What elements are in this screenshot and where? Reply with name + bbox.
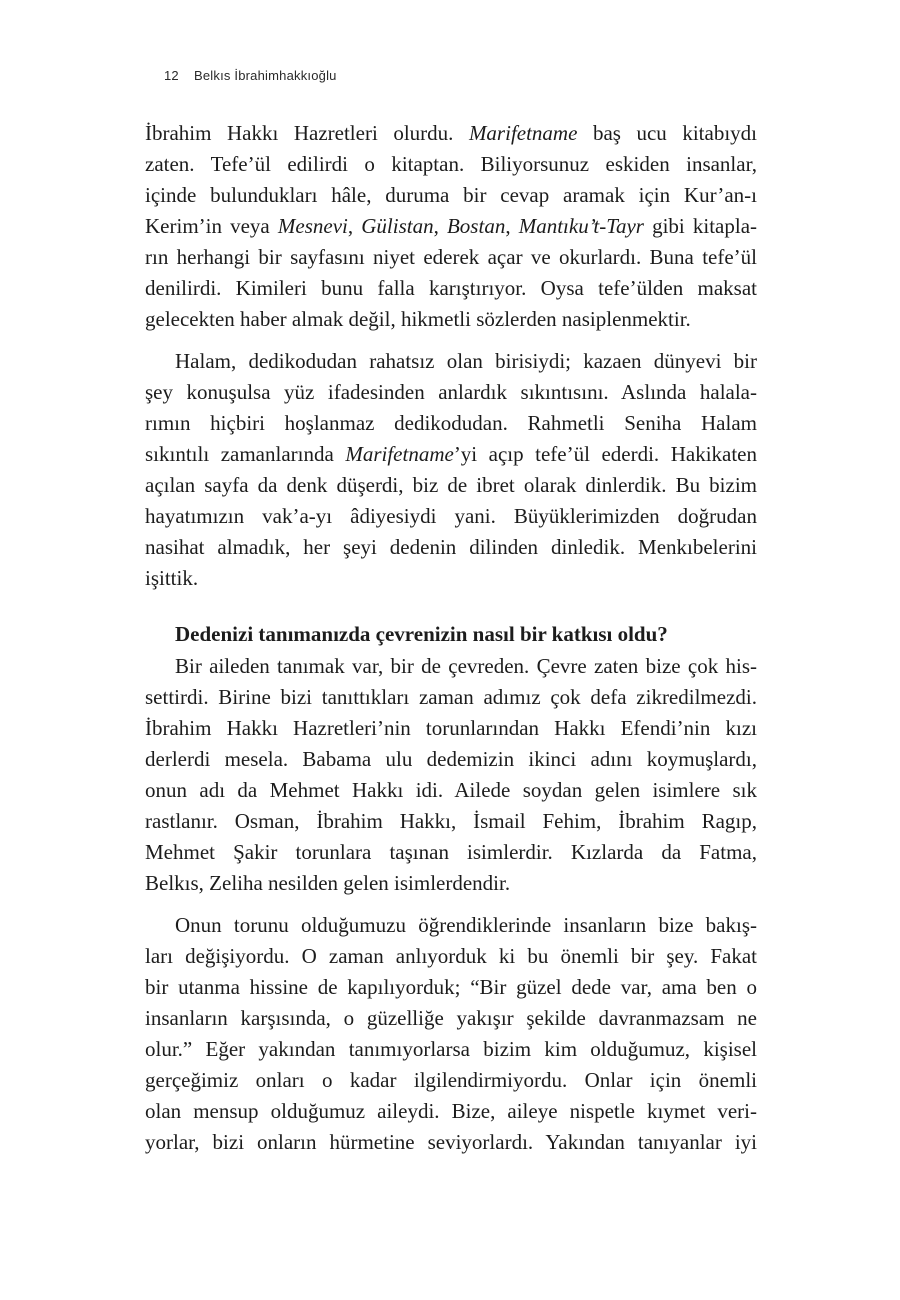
text-run: sıkıntılı zamanlarında xyxy=(145,442,346,466)
text-line xyxy=(145,1096,757,1127)
text-run: içinde bulundukları hâle, duruma bir cevap aramak için Kur’an-ı xyxy=(145,183,757,207)
paragraph xyxy=(145,118,757,335)
text-line xyxy=(145,180,757,211)
paragraph xyxy=(145,346,757,594)
text-run: rın herhangi bir sayfasını niyet ederek açar ve okurlardı. Buna tefe’ül xyxy=(145,245,757,269)
text-run: Halam, dedikodudan rahatsız olan birisiydi; kazaen dünyevi bir xyxy=(175,349,757,373)
text-line xyxy=(145,1003,757,1034)
text-run: ları değişiyordu. O zaman anlıyorduk ki bu önemli bir şey. Fakat xyxy=(145,944,757,968)
text-run: insanların karşısında, o güzelliğe yakışır şekilde davranmazsam ne xyxy=(145,1006,757,1030)
text-run: , xyxy=(433,214,447,238)
text-line xyxy=(145,972,757,1003)
text-line xyxy=(145,775,757,806)
page-number: 12 xyxy=(164,68,179,83)
text-line xyxy=(145,377,757,408)
section-heading: Dedenizi tanımanızda çevrenizin nasıl bir katkısı oldu? xyxy=(175,622,668,646)
italic-title: Bostan xyxy=(446,214,506,238)
text-line xyxy=(145,439,757,470)
text-line xyxy=(145,806,757,837)
text-run: Mehmet Şakir torunlara taşınan isimlerdir. Kızlarda da Fatma, xyxy=(145,840,757,864)
text-line xyxy=(145,118,757,149)
text-line xyxy=(145,682,757,713)
text-run: Onun torunu olduğumuzu öğrendiklerinde insanların bize bakış- xyxy=(175,913,757,937)
text-run: settirdi. Birine bizi tanıttıkları zaman adımız çok defa zikredilmezdi. xyxy=(145,685,757,709)
running-head xyxy=(164,68,337,83)
text-run: baş ucu kitabıydı xyxy=(577,121,757,145)
text-run: gelecekten haber almak değil, hikmetli sözlerden nasiplenmektir. xyxy=(145,307,691,331)
text-run: , xyxy=(505,214,519,238)
text-run: zaten. Tefe’ül edilirdi o kitaptan. Biliyorsunuz eskiden insanlar, xyxy=(145,152,757,176)
text-run: nasihat almadık, her şeyi dedenin dilinden dinledik. Menkıbelerini xyxy=(145,535,757,559)
italic-title: Marifetname xyxy=(345,442,454,466)
text-line xyxy=(145,501,757,532)
text-run: Bir aileden tanımak var, bir de çevreden. Çevre zaten bize çok his- xyxy=(175,654,757,678)
text-line xyxy=(145,211,757,242)
text-run: , xyxy=(347,214,362,238)
text-line xyxy=(145,304,757,335)
text-line xyxy=(145,713,757,744)
text-line xyxy=(145,1127,757,1158)
text-run: derlerdi mesela. Babama ulu dedemizin ikinci adını koymuşlardı, xyxy=(145,747,757,771)
text-line xyxy=(145,408,757,439)
text-run: rastlanır. Osman, İbrahim Hakkı, İsmail Fehim, İbrahim Ragıp, xyxy=(145,809,757,833)
text-run: yorlar, bizi onların hürmetine seviyorlardı. Yakından tanıyanlar iyi xyxy=(145,1130,757,1154)
text-run: hayatımızın vak’a-yı âdiyesiydi yani. Büyüklerimizden doğrudan xyxy=(145,504,757,528)
text-line xyxy=(145,242,757,273)
paragraph xyxy=(145,651,757,899)
text-run: ’yi açıp tefe’ül ederdi. Hakikaten xyxy=(453,442,758,466)
text-run: onun adı da Mehmet Hakkı idi. Ailede soydan gelen isimlere sık xyxy=(145,778,757,802)
text-run: Kerim’in veya xyxy=(145,214,278,238)
author-name: Belkıs İbrahimhakkıoğlu xyxy=(194,68,337,83)
text-line xyxy=(145,744,757,775)
text-line xyxy=(145,346,757,377)
text-line xyxy=(145,532,757,563)
body-text xyxy=(145,118,757,1158)
italic-title: Marifetname xyxy=(468,121,578,145)
text-run: olur.” Eğer yakından tanımıyorlarsa bizim kim olduğumuz, kişisel xyxy=(145,1037,757,1061)
text-run: İbrahim Hakkı Hazretleri olurdu. xyxy=(145,121,469,145)
text-run: açılan sayfa da denk düşerdi, biz de ibret olarak dinlerdik. Bu bizim xyxy=(145,473,757,497)
text-run: olan mensup olduğumuz aileydi. Bize, aileye nispetle kıymet veri- xyxy=(145,1099,757,1123)
paragraph xyxy=(145,910,757,1158)
spacer xyxy=(145,335,757,346)
spacer xyxy=(145,899,757,910)
text-run: bir utanma hissine de kapılıyorduk; “Bir güzel dede var, ama ben o xyxy=(145,975,757,999)
text-run: Belkıs, Zeliha nesilden gelen isimlerdendir. xyxy=(145,871,511,895)
italic-title: Mantıku’t-Tayr xyxy=(518,214,644,238)
italic-title: Mesnevi xyxy=(277,214,348,238)
text-line xyxy=(145,149,757,180)
text-run: işittik. xyxy=(145,566,199,590)
text-line xyxy=(145,563,757,594)
text-line xyxy=(145,1034,757,1065)
text-run: gibi kitapla- xyxy=(643,214,758,238)
text-line xyxy=(145,1065,757,1096)
text-run: şey konuşulsa yüz ifadesinden anlardık sıkıntısını. Aslında halala- xyxy=(145,380,757,404)
text-run: İbrahim Hakkı Hazretleri’nin torunlarından Hakkı Efendi’nin kızı xyxy=(145,716,757,740)
text-line xyxy=(145,470,757,501)
text-run: rımın hiçbiri hoşlanmaz dedikodudan. Rahmetli Seniha Halam xyxy=(145,411,757,435)
text-line xyxy=(145,837,757,868)
italic-title: Gülistan xyxy=(361,214,434,238)
text-line xyxy=(145,651,757,682)
text-line xyxy=(145,910,757,941)
text-run: gerçeğimiz onları o kadar ilgilendirmiyordu. Onlar için önemli xyxy=(145,1068,757,1092)
text-line xyxy=(145,273,757,304)
text-line xyxy=(145,941,757,972)
text-run: denilirdi. Kimileri bunu falla karıştırıyor. Oysa tefe’ülden maksat xyxy=(145,276,757,300)
text-line xyxy=(145,868,757,899)
spacer xyxy=(145,594,757,617)
